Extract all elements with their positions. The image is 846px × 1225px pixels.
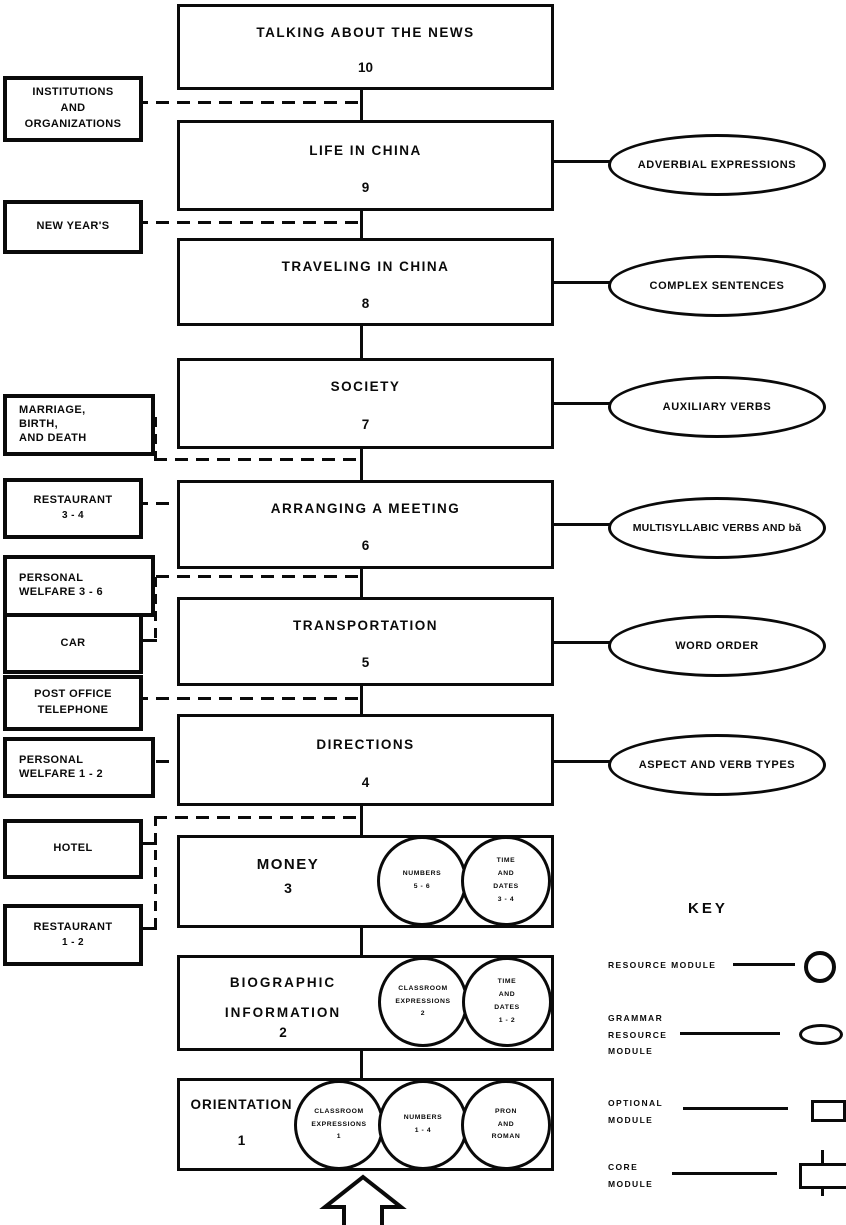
resource-module-line: NUMBERS [402,870,442,878]
core-module-title: ARRANGING A MEETING [270,501,461,516]
up-arrow-icon [317,1174,409,1225]
core-module-number: 1 [237,1133,246,1148]
key-item-line: MODULE [608,1178,654,1189]
core-module-title: TRAVELING IN CHINA [281,259,450,274]
grammar-module-adverbial-expressions: ADVERBIAL EXPRESSIONS [608,134,826,196]
core-module-transportation [177,597,554,686]
resource-module-line: 3 - 4 [497,895,515,903]
resource-module-numbers-5-6 [377,836,467,926]
grammar-module-auxiliary-verbs: AUXILIARY VERBS [608,376,826,438]
optional-module-line: POST OFFICE [34,688,112,701]
dashed-connector [135,697,362,700]
grammar-module-multisyllabic-verbs: MULTISYLLABIC VERBS AND bǎ [608,497,826,559]
dashed-connector [154,458,362,461]
core-module-title: TALKING ABOUT THE NEWS [256,25,475,40]
optional-module-line: ORGANIZATIONS [24,117,122,130]
key-item-label-resource-module: RESOURCE MODULE [608,960,717,970]
core-module-traveling-in-china [177,238,554,326]
core-module-number: 8 [361,296,370,311]
key-connector-line [680,1032,780,1035]
optional-module-line: AND DEATH [19,431,87,444]
key-item-line: MODULE [608,1114,654,1125]
optional-module-line: WELFARE 1 - 2 [19,767,104,780]
resource-module-line: DATES [494,1004,520,1011]
grammar-module-aspect-and-verb-types: ASPECT AND VERB TYPES [608,734,826,796]
core-module-title: DIRECTIONS [316,737,415,752]
key-item-line: GRAMMAR [608,1013,664,1023]
resource-module-line: EXPRESSIONS [395,997,451,1005]
core-module-number: 3 [284,880,292,896]
core-module-number: 10 [357,60,374,75]
optional-module-personal-welfare-1-2 [3,737,155,798]
key-connector-line [683,1107,788,1110]
optional-module-personal-welfare-3-6 [3,555,155,617]
optional-module-hotel [3,819,143,879]
key-item-label-optional-module [608,1095,663,1128]
key-item-line: CORE [608,1162,639,1172]
resource-module-line: 1 - 4 [414,1127,432,1134]
resource-module-line: ROMAN [491,1133,521,1141]
resource-module-line: PRON [494,1107,518,1115]
key-item-label-core-module [608,1159,653,1192]
resource-module-line: 1 - 2 [498,1016,516,1024]
optional-module-line: 1 - 2 [61,936,84,948]
key-grammar-resource-module-symbol [799,1024,843,1045]
dashed-connector [135,221,362,224]
key-item-line: OPTIONAL [608,1098,664,1108]
core-module-title: SOCIETY [330,379,401,394]
key-item-label-grammar-resource-module [608,1010,667,1060]
resource-module-line: CLASSROOM [398,984,448,992]
connector-line [548,523,610,526]
core-module-directions [177,714,554,806]
resource-module-line: CLASSROOM [314,1107,364,1115]
resource-module-line: AND [498,991,516,999]
core-module-number: 5 [361,655,370,670]
optional-module-line: TELEPHONE [37,704,109,716]
dashed-connector [135,575,362,578]
optional-module-post-office-telephone [3,675,143,731]
core-module-number: 2 [279,1025,287,1040]
core-module-title: LIFE IN CHINA [309,143,422,158]
connector-line [548,402,610,405]
resource-module-line: DATES [493,883,519,890]
connector-line [548,760,610,763]
optional-module-line: BIRTH, [19,418,59,431]
optional-module-line: RESTAURANT [33,920,113,933]
resource-module-time-and-dates-3-4 [461,836,551,926]
optional-module-new-years [3,200,143,254]
optional-module-institutions-and-organizations [3,76,143,142]
core-module-title: BIOGRAPHIC INFORMATION [224,975,342,1020]
dashed-connector [135,101,362,104]
resource-module-line: AND [497,1120,515,1128]
optional-module-line: NEW YEAR'S [36,220,110,233]
resource-module-classroom-expressions-1 [294,1080,384,1170]
core-module-title: MONEY [256,856,320,873]
dashed-connector-elbow [154,816,157,930]
optional-module-restaurant-3-4 [3,478,143,539]
resource-module-line: TIME [496,857,516,865]
optional-module-line: HOTEL [53,842,93,855]
connector-line [548,160,610,163]
optional-module-line: MARRIAGE, [19,404,86,417]
optional-module-line: AND [60,102,86,115]
resource-module-line: NUMBERS [403,1114,443,1122]
grammar-module-complex-sentences: COMPLEX SENTENCES [608,255,826,317]
core-module-number: 6 [361,538,370,553]
core-module-number: 7 [361,417,370,432]
key-title: KEY [688,900,728,917]
optional-module-marriage-birth-death [3,394,155,456]
key-optional-module-symbol [811,1100,846,1122]
core-module-number: 9 [361,180,370,195]
optional-module-line: RESTAURANT [33,494,113,507]
optional-module-line: PERSONAL [19,572,84,585]
key-connector-line [733,963,795,966]
resource-module-line: TIME [497,978,517,986]
optional-module-line: WELFARE 3 - 6 [19,586,104,598]
optional-module-line: PERSONAL [19,753,84,766]
resource-module-pron-and-roman [461,1080,551,1170]
resource-module-line: AND [497,870,515,878]
core-module-arranging-a-meeting [177,480,554,569]
key-item-line: MODULE [608,1046,654,1056]
resource-module-line: 2 [420,1010,426,1018]
core-module-life-in-china [177,120,554,211]
core-module-talking-about-the-news [177,4,554,90]
core-module-title: TRANSPORTATION [293,618,438,633]
grammar-module-word-order: WORD ORDER [608,615,826,677]
optional-module-car [3,613,143,674]
resource-module-line: 1 [336,1133,342,1141]
key-connector-line [672,1172,777,1175]
connector-line [548,281,610,284]
key-item-line: RESOURCE [608,1029,668,1040]
resource-module-numbers-1-4 [378,1080,468,1170]
resource-module-time-and-dates-1-2 [462,957,552,1047]
resource-module-line: EXPRESSIONS [311,1120,367,1128]
resource-module-line: 5 - 6 [413,883,431,890]
key-resource-module-symbol [804,951,836,983]
resource-module-classroom-expressions-2 [378,957,468,1047]
optional-module-restaurant-1-2 [3,904,143,966]
core-module-title: ORIENTATION [190,1097,293,1112]
key-core-module-symbol [799,1163,846,1189]
core-module-number: 4 [361,775,370,790]
core-module-society [177,358,554,449]
connector-line [548,641,610,644]
optional-module-line: 3 - 4 [61,510,84,522]
optional-module-line: INSTITUTIONS [32,86,114,99]
dashed-connector [154,816,362,819]
optional-module-line: CAR [60,636,86,649]
